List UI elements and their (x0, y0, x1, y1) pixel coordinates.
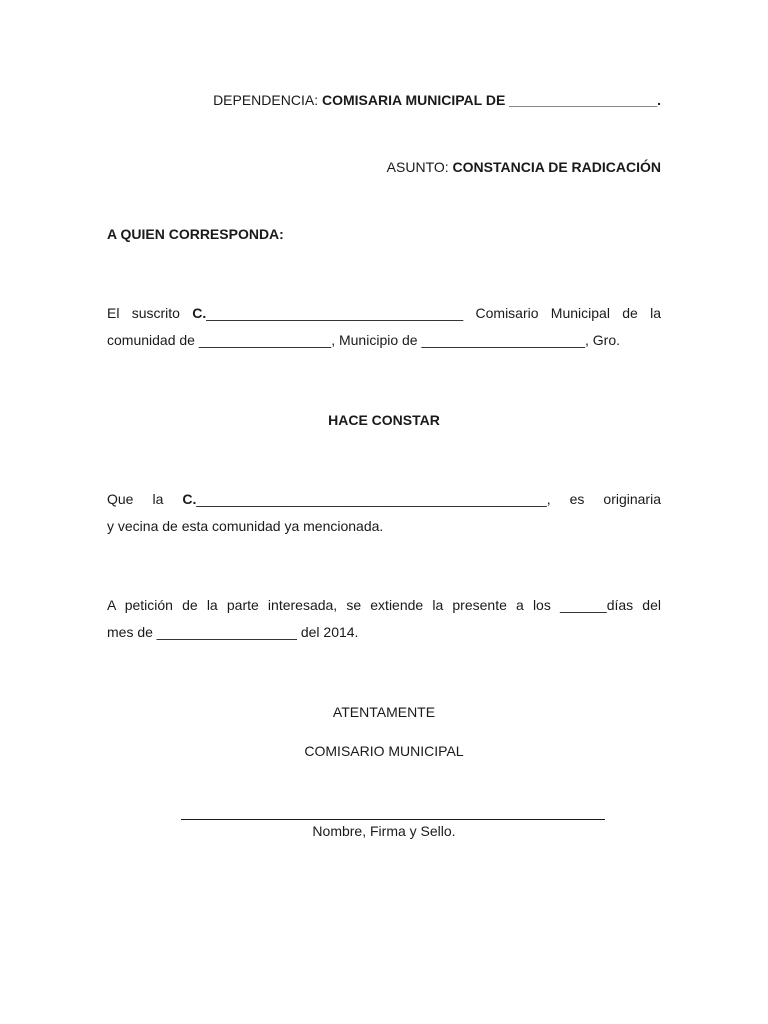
asunto-value: CONSTANCIA DE RADICACIÓN (452, 159, 661, 175)
paragraph1-line2: comunidad de _________________, Municipio de _____________________, Gro. (107, 332, 620, 348)
atentamente: ATENTAMENTE (332, 704, 436, 720)
p2-prefix: Que la (107, 491, 183, 507)
p2-suffix: es originaria (550, 491, 661, 507)
comisario-title: COMISARIO MUNICIPAL (304, 743, 464, 759)
paragraph3-line1: A petición de la parte interesada, se extiende la presente a los ______días del (107, 597, 661, 613)
p1-suffix: Comisario Municipal de la (463, 305, 661, 321)
signature-caption: Nombre, Firma y Sello. (312, 823, 456, 839)
p1-blank: _________________________________ (206, 305, 464, 321)
dependencia-label: DEPENDENCIA: (213, 92, 322, 108)
p2-bold: C. (182, 491, 197, 507)
asunto-line (107, 159, 661, 175)
p2-blank: _____________________________________________, (196, 491, 551, 507)
dependencia-line (107, 92, 661, 108)
salutation-text: A QUIEN CORRESPONDA: (107, 226, 284, 242)
paragraph2-line2: y vecina de esta comunidad ya mencionada. (107, 518, 384, 534)
hace-constar-text: HACE CONSTAR (328, 412, 440, 428)
paragraph2-line1 (107, 491, 661, 507)
p1-prefix: El suscrito (107, 305, 193, 321)
hace-constar-heading (107, 412, 661, 428)
paragraph1-line1 (107, 305, 661, 321)
dependencia-value: COMISARIA MUNICIPAL DE ___________________. (321, 92, 661, 108)
salutation (107, 226, 661, 242)
asunto-label: ASUNTO: (386, 159, 453, 175)
p1-bold: C. (192, 305, 207, 321)
signature-line (181, 819, 605, 820)
paragraph3-line2: mes de __________________ del 2014. (107, 624, 359, 640)
